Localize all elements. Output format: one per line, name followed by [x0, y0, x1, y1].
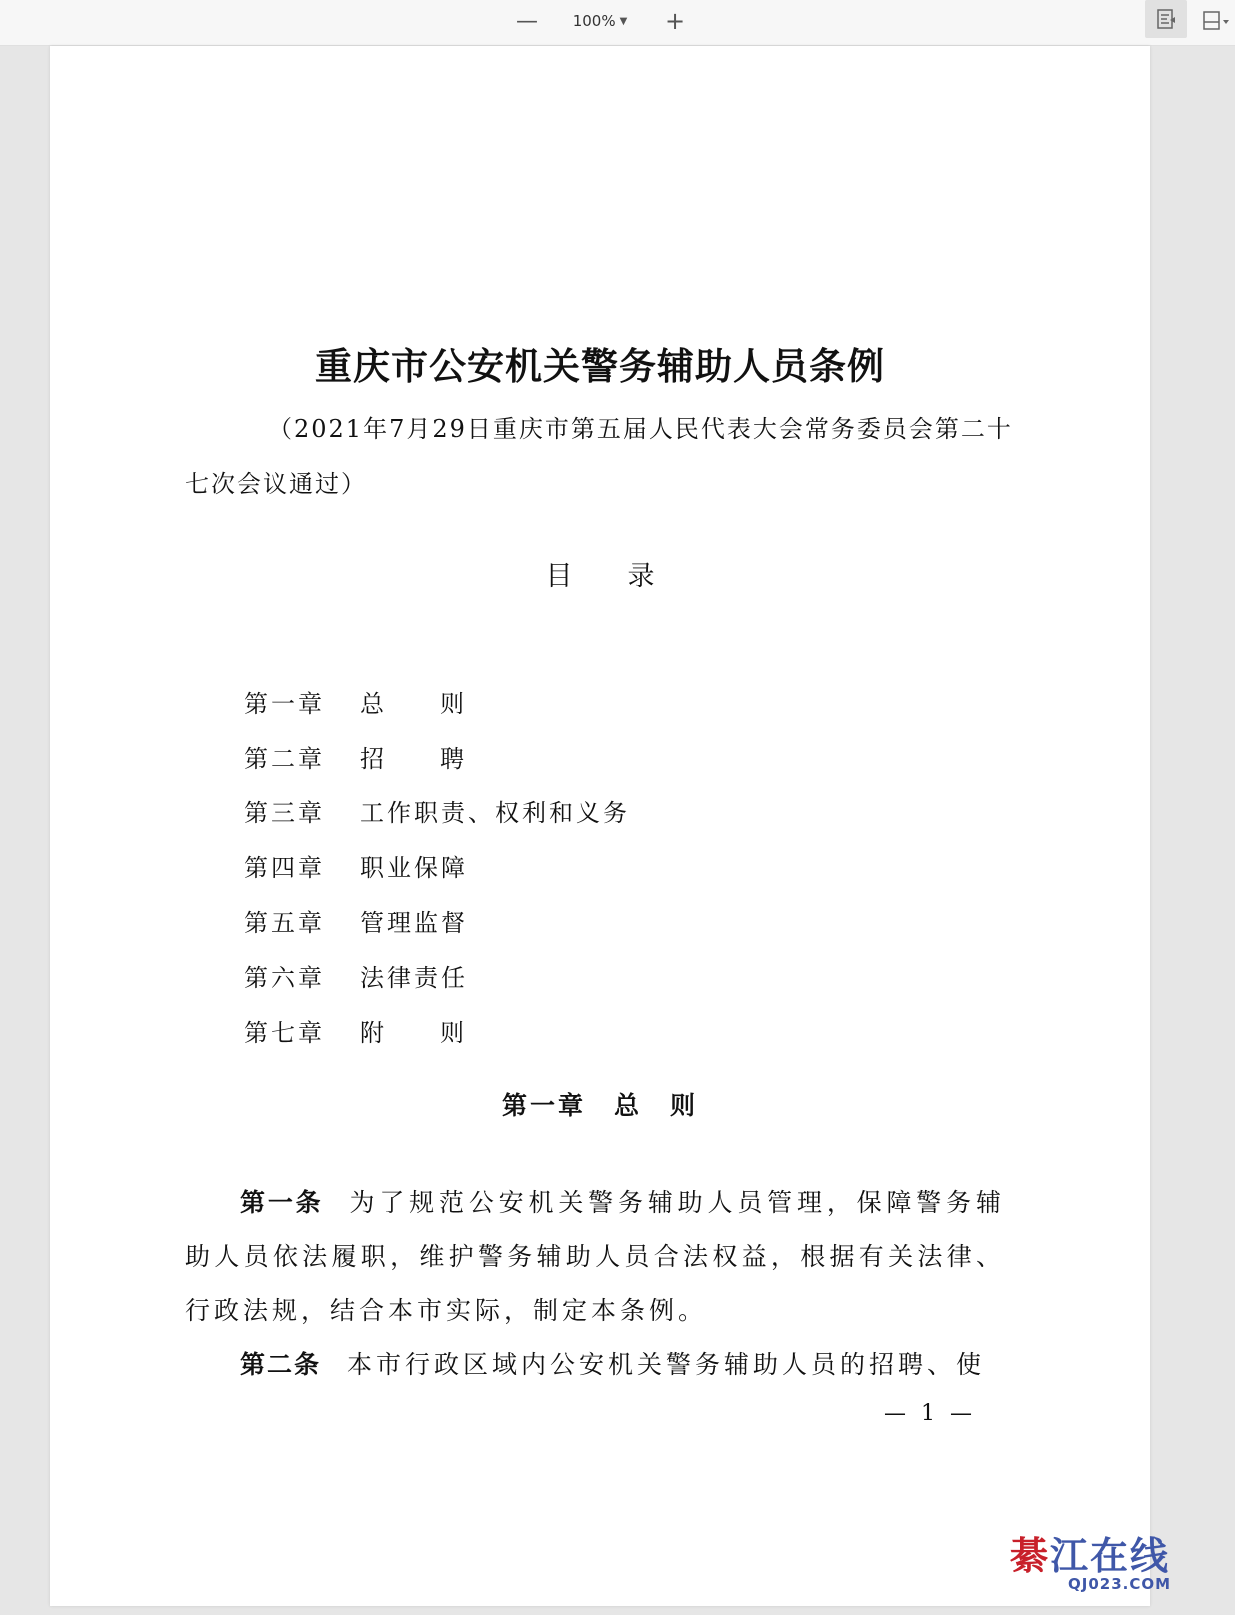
- page-view-icon: [1201, 10, 1231, 32]
- page-number: — 1 —: [884, 1401, 976, 1426]
- minus-icon: —: [516, 8, 538, 34]
- article-number: 第二条: [240, 1350, 322, 1379]
- zoom-level-dropdown[interactable]: [566, 4, 634, 38]
- article-paragraph: [185, 1176, 1005, 1338]
- document-title: 重庆市公安机关警务辅助人员条例: [315, 345, 885, 388]
- toc-chapter-name: 职业保障: [360, 854, 468, 883]
- zoom-out-button[interactable]: [513, 4, 541, 38]
- toc-chapter-number: 第二章: [244, 744, 325, 773]
- article-text: 本市行政区域内公安机关警务辅助人员的招聘、使: [347, 1350, 986, 1379]
- toc-chapter-name: 工作职责、权利和义务: [360, 799, 630, 828]
- toc-heading: 目录: [545, 561, 710, 592]
- document-outline-icon: [1155, 8, 1177, 30]
- toc-chapter-name: 附则: [360, 1018, 520, 1047]
- toc-item: [244, 784, 944, 839]
- toc-chapter-number: 第三章: [244, 799, 325, 828]
- table-of-contents: [244, 674, 944, 1058]
- toc-chapter-name: 法律责任: [360, 963, 468, 992]
- toc-chapter-name: 招聘: [360, 744, 520, 773]
- viewer-toolbar: [0, 0, 1235, 46]
- caret-down-icon: ▼: [619, 15, 628, 27]
- page-view-button[interactable]: [1196, 4, 1235, 38]
- watermark-name: 綦江在线: [1010, 1534, 1171, 1578]
- toc-chapter-number: 第五章: [244, 909, 325, 938]
- zoom-in-button[interactable]: [661, 4, 689, 38]
- toc-item: [244, 893, 944, 948]
- toc-chapter-number: 第六章: [244, 963, 325, 992]
- toc-item: [244, 729, 944, 784]
- toc-item: [244, 838, 944, 893]
- viewer-background: [1150, 46, 1235, 1615]
- chapter-heading: 第一章 总 则: [501, 1091, 698, 1120]
- watermark-domain: QJ023.COM: [1068, 1575, 1172, 1593]
- toc-chapter-number: 第一章: [244, 689, 325, 718]
- document-outline-button[interactable]: [1145, 0, 1187, 38]
- article-paragraph: [185, 1338, 1005, 1392]
- article-number: 第一条: [240, 1188, 324, 1217]
- site-watermark: [1010, 1525, 1230, 1611]
- article-text: 为了规范公安机关警务辅助人员管理，保障警务辅助人员依法履职，维护警务辅助人员合法权益，根据有关法律、行政法规，结合本市实际，制定本条例。: [185, 1188, 1005, 1325]
- toc-chapter-name: 总则: [360, 689, 520, 718]
- toc-chapter-name: 管理监督: [360, 909, 468, 938]
- toc-chapter-number: 第七章: [244, 1018, 325, 1047]
- toc-item: [244, 674, 944, 729]
- toc-chapter-number: 第四章: [244, 854, 325, 883]
- watermark-logo-text: [1010, 1525, 1170, 1580]
- zoom-level-value: 100%: [572, 12, 616, 30]
- plus-icon: +: [664, 7, 686, 35]
- document-subtitle: （2021年7月29日重庆市第五届人民代表大会常务委员会第二十七次会议通过）: [185, 415, 1013, 498]
- toc-item: [244, 948, 944, 1003]
- document-page: [50, 46, 1150, 1606]
- toc-item: [244, 1003, 944, 1058]
